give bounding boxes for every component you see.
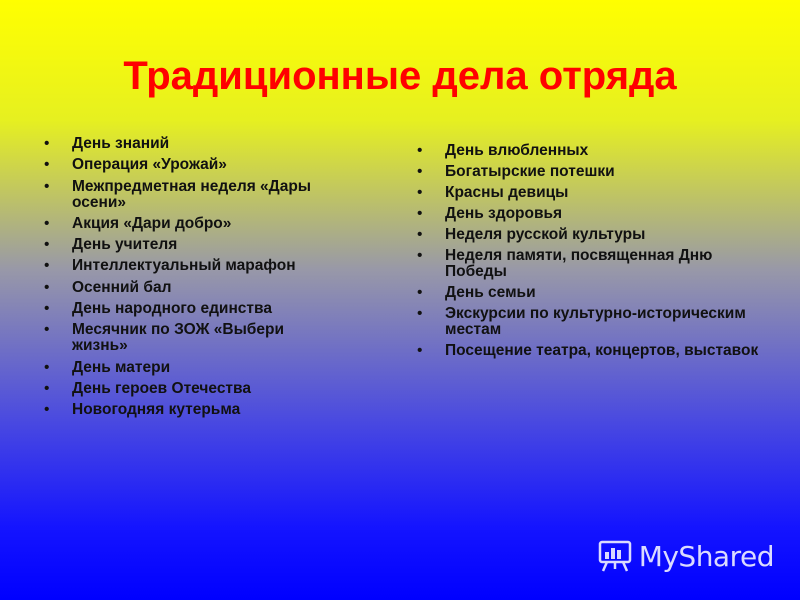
right-item-list	[417, 143, 767, 364]
watermark-text: MyShared	[638, 539, 774, 573]
list-item: • Акция «Дари добро»	[44, 216, 344, 232]
list-item: • Неделя русской культуры	[417, 227, 767, 243]
list-item: • Новогодняя кутерьма	[44, 402, 344, 418]
list-item: • Интеллектуальный марафон	[44, 258, 344, 274]
list-item: • День матери	[44, 360, 344, 376]
presentation-board-icon	[597, 538, 633, 574]
list-item: • Межпредметная неделя «Дары осени»	[44, 179, 344, 211]
list-item: • День учителя	[44, 237, 344, 253]
list-item: • Месячник по ЗОЖ «Выбери жизнь»	[44, 322, 344, 354]
list-item: • День героев Отечества	[44, 381, 344, 397]
list-item: • Неделя памяти, посвященная Дню Победы	[417, 248, 767, 280]
list-item: • Операция «Урожай»	[44, 157, 344, 173]
list-item: • Богатырские потешки	[417, 164, 767, 180]
slide-title: Традиционные дела отряда	[123, 54, 677, 98]
list-item: • День знаний	[44, 136, 344, 152]
list-item: • День влюбленных	[417, 143, 767, 159]
list-item: • День здоровья	[417, 206, 767, 222]
list-item: • Осенний бал	[44, 280, 344, 296]
list-item: • Красны девицы	[417, 185, 767, 201]
list-item: • День народного единства	[44, 301, 344, 317]
watermark	[597, 538, 774, 574]
list-item: • Посещение театра, концертов, выставок	[417, 343, 767, 359]
list-item: • День семьи	[417, 285, 767, 301]
list-item: • Экскурсии по культурно-историческим местам	[417, 306, 767, 338]
left-item-list	[44, 136, 344, 424]
